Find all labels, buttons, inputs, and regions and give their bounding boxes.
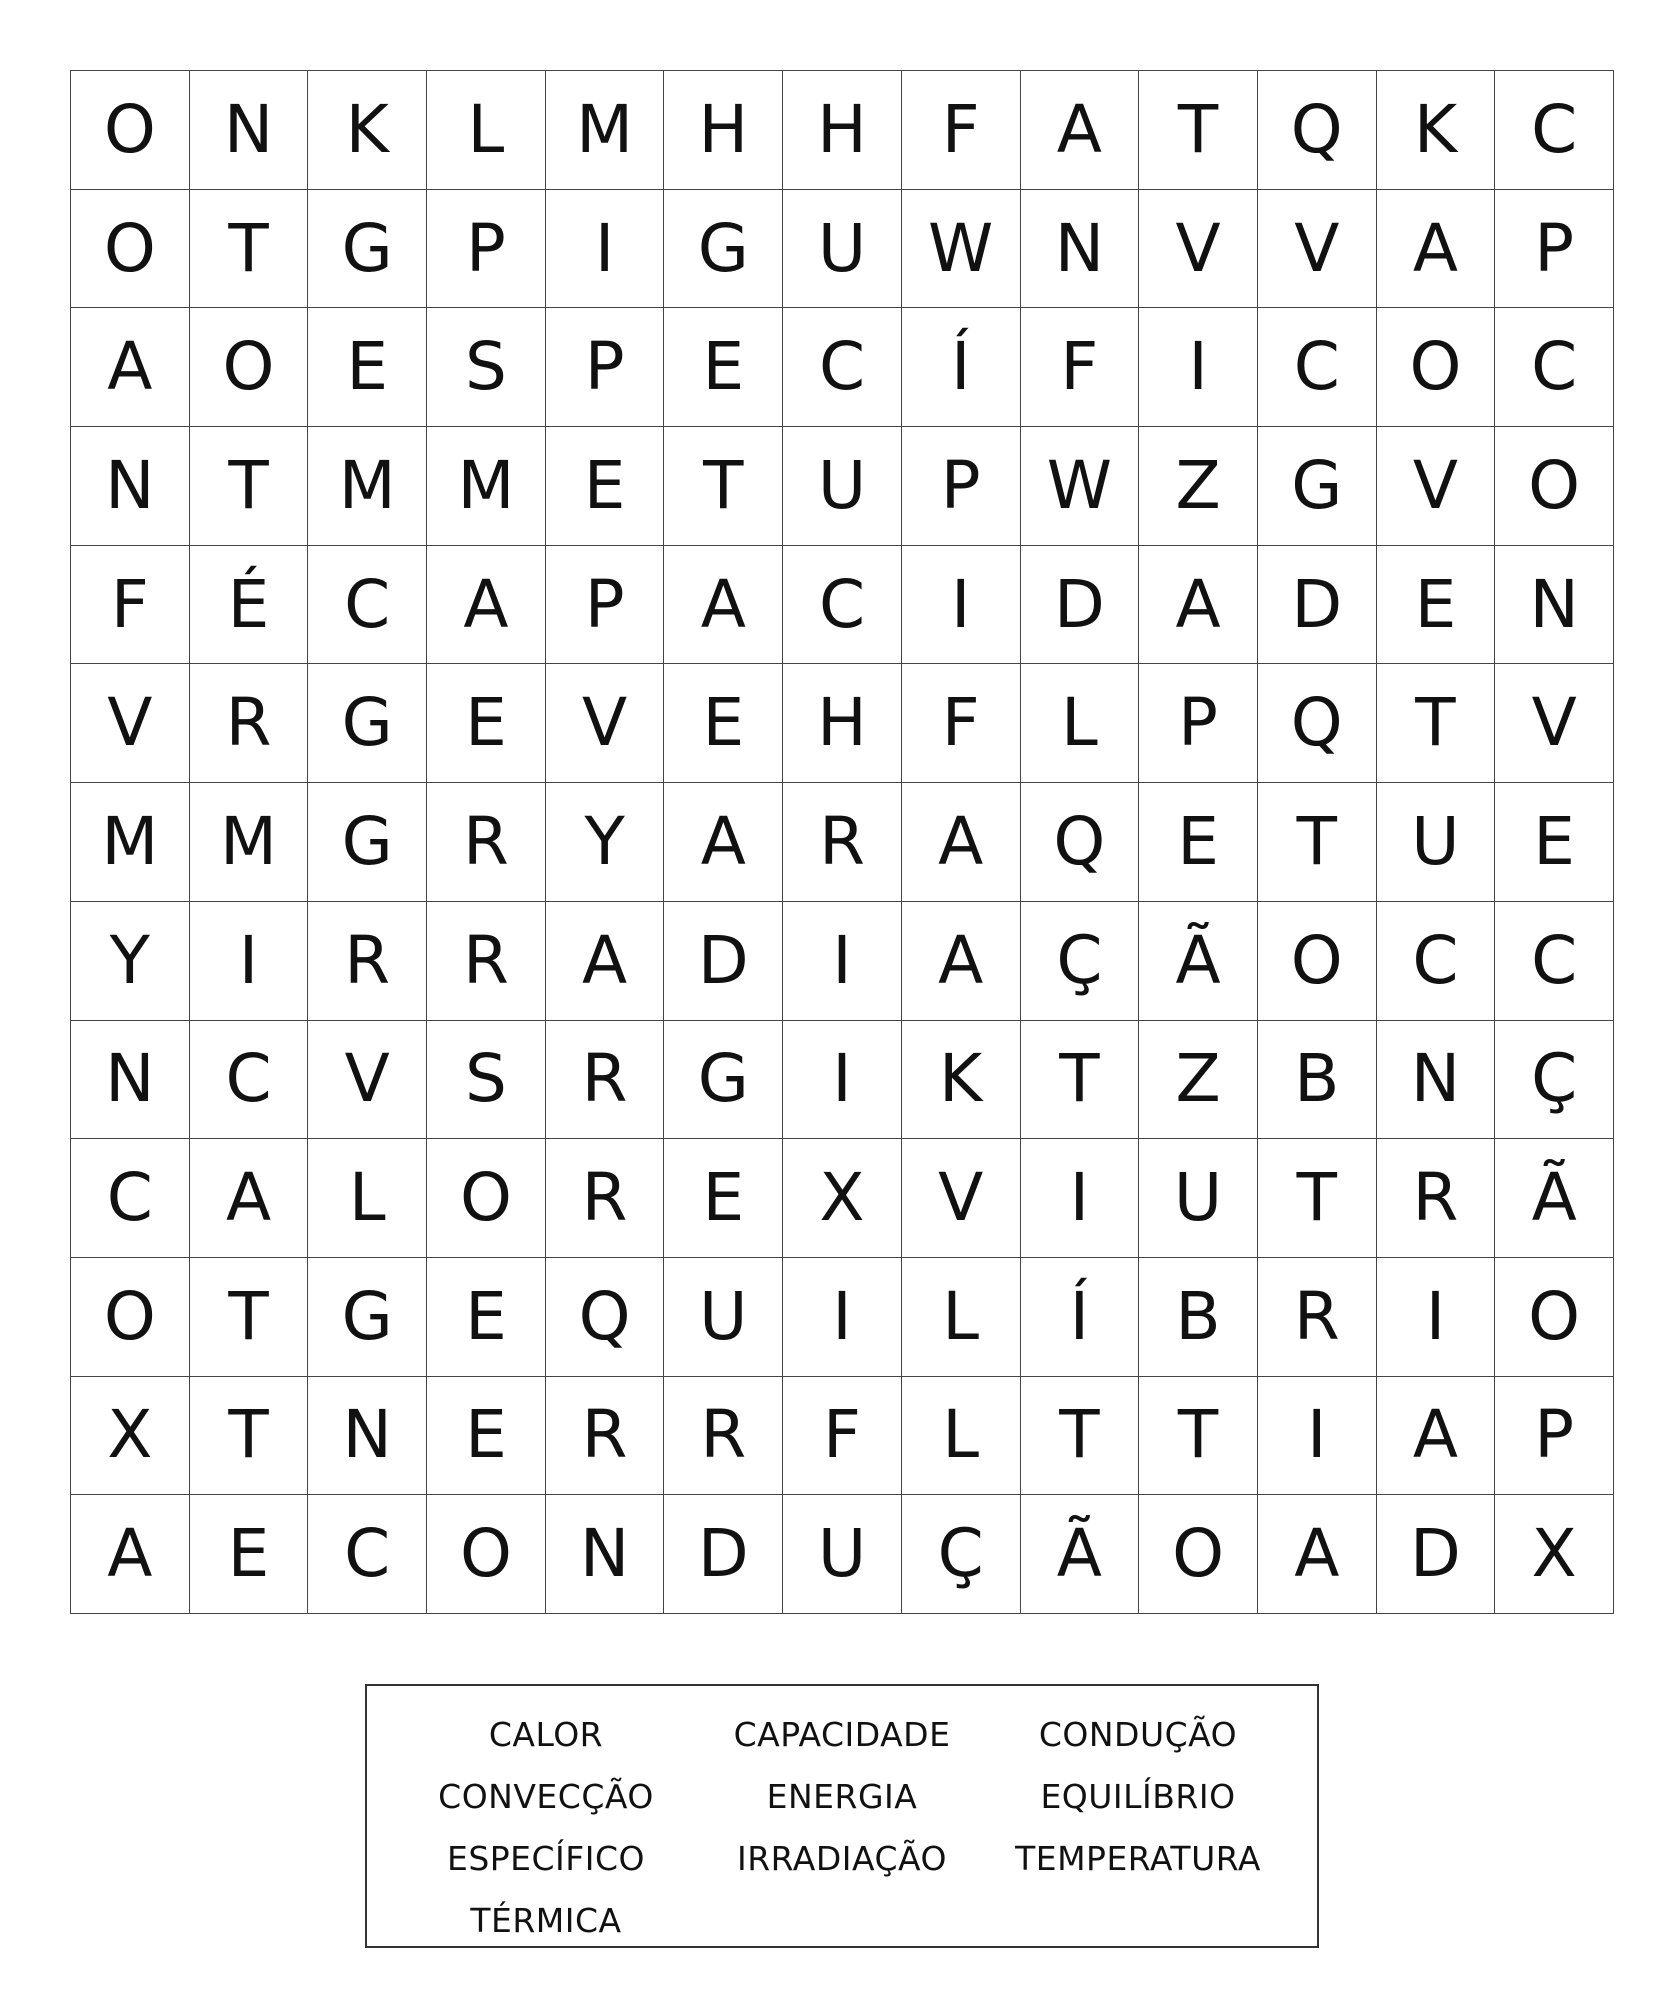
letter-cell[interactable]: D [1377, 1495, 1496, 1614]
letter-cell[interactable]: A [190, 1139, 309, 1258]
letter-cell[interactable]: M [190, 783, 309, 902]
letter-cell[interactable]: N [1021, 190, 1140, 309]
letter-cell[interactable]: Q [546, 1258, 665, 1377]
letter-cell[interactable]: G [1258, 427, 1377, 546]
letter-cell[interactable]: M [71, 783, 190, 902]
word-list-item: TEMPERATURA [1015, 1839, 1261, 1878]
letter-cell[interactable]: R [546, 1021, 665, 1140]
letter-cell[interactable]: I [1021, 1139, 1140, 1258]
letter-cell[interactable]: R [546, 1377, 665, 1496]
letter-cell[interactable]: I [783, 1021, 902, 1140]
letter-cell[interactable]: O [71, 71, 190, 190]
letter-cell[interactable]: W [902, 190, 1021, 309]
letter-cell[interactable]: V [1258, 190, 1377, 309]
word-list-column [697, 1704, 987, 1946]
letter-cell[interactable]: E [308, 308, 427, 427]
letter-cell[interactable]: L [427, 71, 546, 190]
letter-cell[interactable]: U [1377, 783, 1496, 902]
letter-cell[interactable]: O [190, 308, 309, 427]
letter-cell[interactable]: E [546, 427, 665, 546]
letter-cell[interactable]: E [190, 1495, 309, 1614]
word-list-column [993, 1704, 1283, 1946]
letter-cell[interactable]: B [1258, 1021, 1377, 1140]
letter-cell[interactable]: N [546, 1495, 665, 1614]
letter-cell[interactable]: R [1377, 1139, 1496, 1258]
letter-cell[interactable]: C [1495, 71, 1614, 190]
letter-cell[interactable]: E [1139, 783, 1258, 902]
letter-cell[interactable]: T [1377, 664, 1496, 783]
letter-cell[interactable]: F [902, 71, 1021, 190]
letter-cell[interactable]: W [1021, 427, 1140, 546]
letter-cell[interactable]: U [783, 190, 902, 309]
letter-cell[interactable]: P [546, 308, 665, 427]
letter-cell[interactable]: C [1495, 902, 1614, 1021]
letter-cell[interactable]: M [308, 427, 427, 546]
letter-cell[interactable]: X [783, 1139, 902, 1258]
letter-cell[interactable]: H [664, 71, 783, 190]
letter-cell[interactable]: T [190, 427, 309, 546]
letter-cell[interactable]: V [546, 664, 665, 783]
letter-cell[interactable]: R [546, 1139, 665, 1258]
letter-cell[interactable]: E [1495, 783, 1614, 902]
word-list-item: CONDUÇÃO [1038, 1715, 1238, 1754]
letter-cell[interactable]: K [308, 71, 427, 190]
letter-cell[interactable]: I [1377, 1258, 1496, 1377]
letter-cell[interactable]: E [427, 664, 546, 783]
letter-cell[interactable]: D [1258, 546, 1377, 665]
word-list-item: CONVECÇÃO [438, 1777, 654, 1816]
letter-cell[interactable]: T [1139, 1377, 1258, 1496]
letter-cell[interactable]: G [308, 1258, 427, 1377]
letter-cell[interactable]: L [1021, 664, 1140, 783]
letter-cell[interactable]: C [783, 546, 902, 665]
letter-cell[interactable]: E [1377, 546, 1496, 665]
letter-cell[interactable]: Ç [1021, 902, 1140, 1021]
letter-cell[interactable]: V [71, 664, 190, 783]
letter-cell[interactable]: O [427, 1495, 546, 1614]
letter-cell[interactable]: T [190, 1258, 309, 1377]
letter-cell[interactable]: F [1021, 308, 1140, 427]
letter-cell[interactable]: H [783, 664, 902, 783]
letter-cell[interactable]: C [1495, 308, 1614, 427]
letter-cell[interactable]: T [190, 190, 309, 309]
letter-cell[interactable]: N [71, 427, 190, 546]
letter-cell[interactable]: C [308, 546, 427, 665]
letter-cell[interactable]: P [1495, 190, 1614, 309]
word-list-item: TÉRMICA [470, 1901, 622, 1940]
word-list-item: CALOR [488, 1715, 604, 1754]
letter-cell[interactable]: L [308, 1139, 427, 1258]
letter-cell[interactable]: O [71, 1258, 190, 1377]
letter-cell[interactable]: Ç [1495, 1021, 1614, 1140]
letter-cell[interactable]: Í [902, 308, 1021, 427]
letter-cell[interactable]: O [1377, 308, 1496, 427]
letter-cell[interactable]: E [427, 1377, 546, 1496]
letter-cell[interactable]: I [783, 1258, 902, 1377]
letter-cell[interactable]: O [71, 190, 190, 309]
letter-cell[interactable]: R [308, 902, 427, 1021]
letter-cell[interactable]: Ã [1495, 1139, 1614, 1258]
letter-cell[interactable]: I [190, 902, 309, 1021]
letter-cell[interactable]: T [1021, 1377, 1140, 1496]
letter-cell[interactable]: T [1258, 1139, 1377, 1258]
letter-cell[interactable]: H [783, 71, 902, 190]
letter-cell[interactable]: A [1377, 190, 1496, 309]
letter-cell[interactable]: Q [1021, 783, 1140, 902]
letter-cell[interactable]: G [308, 190, 427, 309]
letter-cell[interactable]: R [664, 1377, 783, 1496]
letter-cell[interactable]: Z [1139, 427, 1258, 546]
letter-cell[interactable]: C [783, 308, 902, 427]
letter-cell[interactable]: G [308, 664, 427, 783]
letter-cell[interactable]: R [1258, 1258, 1377, 1377]
letter-cell[interactable]: C [71, 1139, 190, 1258]
letter-cell[interactable]: O [1495, 427, 1614, 546]
letter-cell[interactable]: P [1139, 664, 1258, 783]
letter-cell[interactable]: M [546, 71, 665, 190]
letter-cell[interactable]: Z [1139, 1021, 1258, 1140]
letter-cell[interactable]: V [1377, 427, 1496, 546]
word-list-column [401, 1704, 691, 1946]
letter-cell[interactable]: V [308, 1021, 427, 1140]
letter-cell[interactable]: A [664, 546, 783, 665]
letter-cell[interactable]: A [902, 902, 1021, 1021]
letter-cell[interactable]: O [1139, 1495, 1258, 1614]
letter-cell[interactable]: R [783, 783, 902, 902]
letter-cell[interactable]: O [1495, 1258, 1614, 1377]
letter-cell[interactable]: A [546, 902, 665, 1021]
letter-cell[interactable]: R [427, 902, 546, 1021]
letter-cell[interactable]: Ã [1139, 902, 1258, 1021]
letter-cell[interactable]: E [664, 664, 783, 783]
letter-cell[interactable]: A [902, 783, 1021, 902]
letter-cell[interactable]: O [427, 1139, 546, 1258]
letter-cell[interactable]: Ã [1021, 1495, 1140, 1614]
letter-cell[interactable]: A [427, 546, 546, 665]
letter-cell[interactable]: T [190, 1377, 309, 1496]
letter-cell[interactable]: S [427, 308, 546, 427]
letter-cell[interactable]: D [664, 1495, 783, 1614]
letter-cell[interactable]: A [1258, 1495, 1377, 1614]
letter-cell[interactable]: K [1377, 71, 1496, 190]
letter-cell[interactable]: U [664, 1258, 783, 1377]
letter-cell[interactable]: D [1021, 546, 1140, 665]
letter-cell[interactable]: F [71, 546, 190, 665]
letter-cell[interactable]: S [427, 1021, 546, 1140]
letter-cell[interactable]: G [308, 783, 427, 902]
word-list [365, 1684, 1319, 1948]
letter-cell[interactable]: A [664, 783, 783, 902]
letter-cell[interactable]: X [1495, 1495, 1614, 1614]
letter-cell[interactable]: X [71, 1377, 190, 1496]
letter-cell[interactable]: U [783, 427, 902, 546]
letter-cell[interactable]: Ç [902, 1495, 1021, 1614]
letter-cell[interactable]: C [190, 1021, 309, 1140]
letter-cell[interactable]: Q [1258, 71, 1377, 190]
letter-cell[interactable]: A [71, 1495, 190, 1614]
letter-cell[interactable]: R [190, 664, 309, 783]
word-list-item: ESPECÍFICO [446, 1839, 646, 1878]
letter-cell[interactable]: P [427, 190, 546, 309]
letter-cell[interactable]: L [902, 1377, 1021, 1496]
letter-cell[interactable]: P [1495, 1377, 1614, 1496]
letter-cell[interactable]: E [664, 1139, 783, 1258]
letter-cell[interactable]: A [1021, 71, 1140, 190]
letter-cell[interactable]: N [1495, 546, 1614, 665]
letter-cell[interactable]: D [664, 902, 783, 1021]
letter-cell[interactable]: C [308, 1495, 427, 1614]
letter-cell[interactable]: N [308, 1377, 427, 1496]
letter-cell[interactable]: T [664, 427, 783, 546]
letter-cell[interactable]: G [664, 1021, 783, 1140]
letter-cell[interactable]: A [1139, 546, 1258, 665]
letter-cell[interactable]: T [1139, 71, 1258, 190]
letter-cell[interactable]: C [1377, 902, 1496, 1021]
word-list-item: CAPACIDADE [733, 1715, 951, 1754]
letter-cell[interactable]: Y [71, 902, 190, 1021]
letter-cell[interactable]: Q [1258, 664, 1377, 783]
letter-cell[interactable]: I [902, 546, 1021, 665]
letter-cell[interactable]: I [783, 902, 902, 1021]
letter-cell[interactable]: A [1377, 1377, 1496, 1496]
letter-cell[interactable]: N [1377, 1021, 1496, 1140]
letter-cell[interactable]: I [1258, 1377, 1377, 1496]
word-list-item: EQUILÍBRIO [1040, 1777, 1236, 1816]
letter-cell[interactable]: Í [1021, 1258, 1140, 1377]
letter-cell[interactable]: T [1021, 1021, 1140, 1140]
word-list-item: IRRADIAÇÃO [737, 1839, 947, 1878]
letter-cell[interactable]: O [1258, 902, 1377, 1021]
letter-cell[interactable]: K [902, 1021, 1021, 1140]
letter-cell[interactable]: R [427, 783, 546, 902]
letter-cell[interactable]: N [190, 71, 309, 190]
letter-cell[interactable]: B [1139, 1258, 1258, 1377]
letter-cell[interactable]: E [427, 1258, 546, 1377]
letter-cell[interactable]: T [1258, 783, 1377, 902]
letter-cell[interactable]: Y [546, 783, 665, 902]
letter-cell[interactable]: V [902, 1139, 1021, 1258]
letter-grid [70, 70, 1614, 1614]
letter-cell[interactable]: L [902, 1258, 1021, 1377]
letter-cell[interactable]: A [71, 308, 190, 427]
letter-cell[interactable]: V [1495, 664, 1614, 783]
letter-cell[interactable]: P [902, 427, 1021, 546]
letter-cell[interactable]: V [1139, 190, 1258, 309]
letter-cell[interactable]: F [902, 664, 1021, 783]
letter-cell[interactable]: I [1139, 308, 1258, 427]
letter-cell[interactable]: F [783, 1377, 902, 1496]
letter-cell[interactable]: P [546, 546, 665, 665]
letter-cell[interactable]: U [783, 1495, 902, 1614]
word-list-item: ENERGIA [766, 1777, 918, 1816]
letter-cell[interactable]: C [1258, 308, 1377, 427]
letter-cell[interactable]: É [190, 546, 309, 665]
letter-cell[interactable]: G [664, 190, 783, 309]
letter-cell[interactable]: E [664, 308, 783, 427]
letter-cell[interactable]: M [427, 427, 546, 546]
letter-cell[interactable]: U [1139, 1139, 1258, 1258]
letter-cell[interactable]: I [546, 190, 665, 309]
letter-cell[interactable]: N [71, 1021, 190, 1140]
